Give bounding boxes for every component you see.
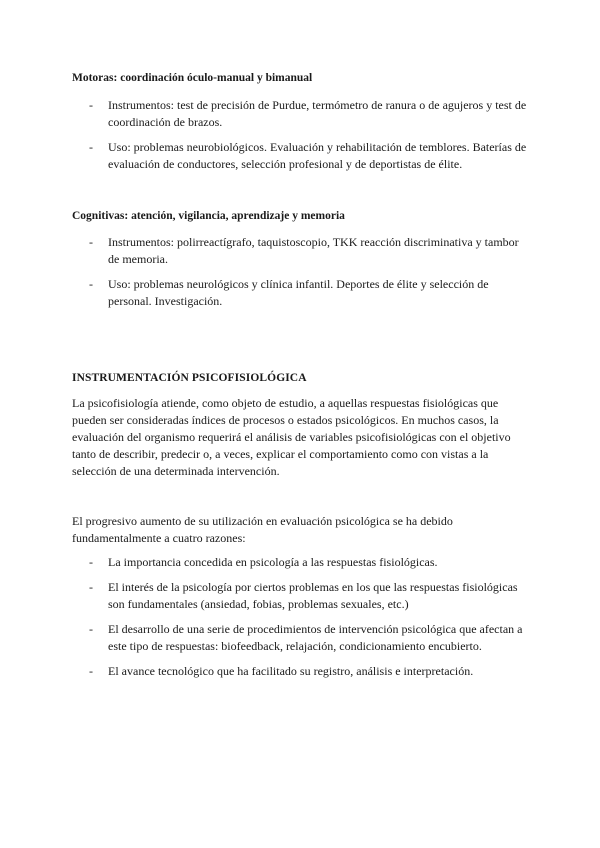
list-item: - El avance tecnológico que ha facilitado su registro, análisis e interpretación. <box>72 663 532 680</box>
cognitivas-list <box>72 234 532 318</box>
section-heading-cognitivas: Cognitivas: atención, vigilancia, aprendizaje y memoria <box>72 210 345 222</box>
list-item: - Uso: problemas neurológicos y clínica infantil. Deportes de élite y selección de personal. Investigación. <box>72 276 532 310</box>
list-item: - Instrumentos: test de precisión de Purdue, termómetro de ranura o de agujeros y test de coordinación de brazos. <box>72 97 532 131</box>
paragraph-psicofisiologia: La psicofisiología atiende, como objeto de estudio, a aquellas respuestas fisiológicas que pueden ser consideradas índices de procesos o estados psicológicos. En muchos casos, la evaluación del organismo requerirá el análisis de variables psicofisiológicas con el objetivo tanto de describir, predecir o, a veces, explicar el comportamiento como con vistas a la selección de una determinada intervención. <box>72 396 511 478</box>
list-item: - La importancia concedida en psicología a las respuestas fisiológicas. <box>72 554 532 571</box>
paragraph-razones: El progresivo aumento de su utilización en evaluación psicológica se ha debido fundamentalmente a cuatro razones: <box>72 514 453 545</box>
list-item: - El interés de la psicología por ciertos problemas en los que las respuestas fisiológicas son fundamentales (ansiedad, fobias, problemas sexuales, etc.) <box>72 579 532 613</box>
list-item: - Instrumentos: polirreactígrafo, taquistoscopio, TKK reacción discriminativa y tambor de memoria. <box>72 234 532 268</box>
motoras-list <box>72 97 532 181</box>
section-heading-instrumentacion: INSTRUMENTACIÓN PSICOFISIOLÓGICA <box>72 372 307 384</box>
section-heading-motoras: Motoras: coordinación óculo-manual y bimanual <box>72 72 313 84</box>
list-item: - El desarrollo de una serie de procedimientos de intervención psicológica que afectan a este tipo de respuestas: biofeedback, relajación, condicionamiento encubierto. <box>72 621 532 655</box>
list-item: - Uso: problemas neurobiológicos. Evaluación y rehabilitación de temblores. Baterías de evaluación de conductores, selección profesional y de deportistas de élite. <box>72 139 532 173</box>
razones-list <box>72 554 532 688</box>
